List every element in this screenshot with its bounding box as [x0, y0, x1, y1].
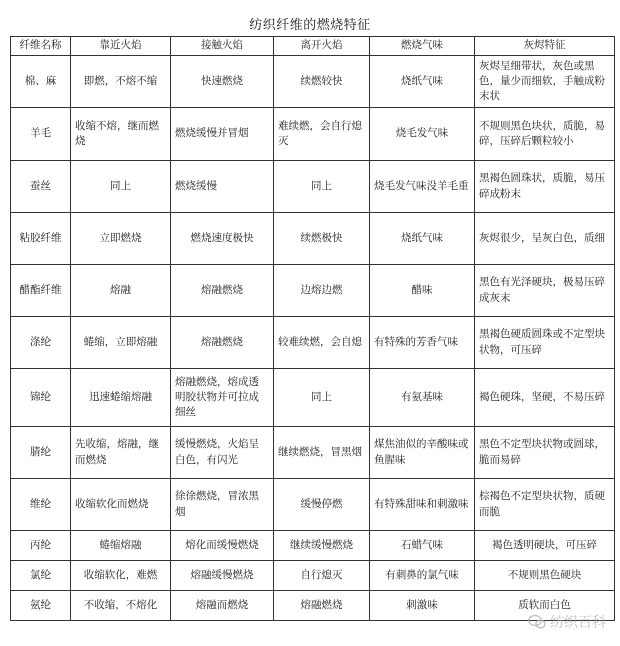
- table-row: [11, 161, 615, 213]
- ash-cell: 棕褐色不定型块状物，质硬而脆: [475, 479, 615, 531]
- leave-flame-cell: 同上: [274, 161, 370, 213]
- watermark-text: 纺织百科: [550, 615, 606, 631]
- near-flame-cell: 先收缩，熔融，继而燃烧: [71, 427, 171, 479]
- fiber-name-cell: 维纶: [11, 479, 71, 531]
- leave-flame-cell: 缓慢停燃: [274, 479, 370, 531]
- header-contact-flame: 接触火焰: [171, 37, 274, 56]
- header-burning-odor: 燃烧气味: [370, 37, 475, 56]
- fiber-burning-table: [10, 36, 615, 621]
- fiber-name-cell: 氯纶: [11, 561, 71, 591]
- table-row: [11, 265, 615, 317]
- header-fiber-name: 纤维名称: [11, 37, 71, 56]
- odor-cell: 有刺鼻的氯气味: [370, 561, 475, 591]
- near-flame-cell: 蜷缩熔融: [71, 531, 171, 561]
- table-row: [11, 561, 615, 591]
- fiber-name-cell: 粘胶纤维: [11, 213, 71, 265]
- near-flame-cell: 收缩不熔，继而燃烧: [71, 108, 171, 161]
- leave-flame-cell: 难续燃，会自行熄灭: [274, 108, 370, 161]
- contact-flame-cell: 徐徐燃烧，冒浓黑烟: [171, 479, 274, 531]
- odor-cell: 烧纸气味: [370, 56, 475, 108]
- leave-flame-cell: 继续燃烧，冒黑烟: [274, 427, 370, 479]
- ash-cell: 不规则黑色块状，质脆，易碎，压碎后颗粒较小: [475, 108, 615, 161]
- contact-flame-cell: 熔融燃烧: [171, 265, 274, 317]
- odor-cell: 烧毛发气味: [370, 108, 475, 161]
- contact-flame-cell: 熔融燃烧: [171, 317, 274, 369]
- odor-cell: 烧毛发气味没羊毛重: [370, 161, 475, 213]
- ash-cell: 褐色透明硬块，可压碎: [475, 531, 615, 561]
- ash-cell: 灰烬呈细带状，灰色或黑色，量少而细软，手触成粉末状: [475, 56, 615, 108]
- table-header-row: [11, 37, 615, 56]
- table-row: [11, 56, 615, 108]
- leave-flame-cell: 边熔边燃: [274, 265, 370, 317]
- fiber-name-cell: 蚕丝: [11, 161, 71, 213]
- contact-flame-cell: 缓慢燃烧，火焰呈白色，有闪光: [171, 427, 274, 479]
- table-row: [11, 213, 615, 265]
- odor-cell: 煤焦油似的辛酸味或鱼腥味: [370, 427, 475, 479]
- odor-cell: 刺激味: [370, 591, 475, 621]
- contact-flame-cell: 熔融燃烧，熔成透明胶状物并可拉成细丝: [171, 369, 274, 427]
- near-flame-cell: 收缩软化而燃烧: [71, 479, 171, 531]
- header-near-flame: 靠近火焰: [71, 37, 171, 56]
- fiber-name-cell: 氨纶: [11, 591, 71, 621]
- leave-flame-cell: 熔融燃烧: [274, 591, 370, 621]
- header-leave-flame: 离开火焰: [274, 37, 370, 56]
- contact-flame-cell: 燃烧缓慢: [171, 161, 274, 213]
- table-row: [11, 108, 615, 161]
- near-flame-cell: 熔融: [71, 265, 171, 317]
- odor-cell: 醋味: [370, 265, 475, 317]
- contact-flame-cell: 快速燃烧: [171, 56, 274, 108]
- odor-cell: 石蜡气味: [370, 531, 475, 561]
- leave-flame-cell: 自行熄灭: [274, 561, 370, 591]
- ash-cell: 不规则黑色硬块: [475, 561, 615, 591]
- ash-cell: 黑色不定型块状物或圆球，脆而易碎: [475, 427, 615, 479]
- table-row: [11, 531, 615, 561]
- ash-cell: 灰烬很少，呈灰白色，质细: [475, 213, 615, 265]
- table-row: [11, 369, 615, 427]
- fiber-name-cell: 涤纶: [11, 317, 71, 369]
- contact-flame-cell: 燃烧速度极快: [171, 213, 274, 265]
- near-flame-cell: 同上: [71, 161, 171, 213]
- near-flame-cell: 即燃，不熔不缩: [71, 56, 171, 108]
- leave-flame-cell: 续燃极快: [274, 213, 370, 265]
- near-flame-cell: 立即燃烧: [71, 213, 171, 265]
- table-row: [11, 591, 615, 621]
- odor-cell: 有特殊甜味和刺激味: [370, 479, 475, 531]
- odor-cell: 有特殊的芳香气味: [370, 317, 475, 369]
- near-flame-cell: 不收缩，不熔化: [71, 591, 171, 621]
- fiber-name-cell: 棉、麻: [11, 56, 71, 108]
- table-row: [11, 479, 615, 531]
- header-ash-feature: 灰烬特征: [475, 37, 615, 56]
- ash-cell: 黑褐色硬质圆珠或不定型块状物，可压碎: [475, 317, 615, 369]
- leave-flame-cell: 较难续燃，会自熄: [274, 317, 370, 369]
- contact-flame-cell: 燃烧缓慢并冒烟: [171, 108, 274, 161]
- odor-cell: 烧纸气味: [370, 213, 475, 265]
- near-flame-cell: 收缩软化，难燃: [71, 561, 171, 591]
- fiber-name-cell: 醋酯纤维: [11, 265, 71, 317]
- leave-flame-cell: 续燃较快: [274, 56, 370, 108]
- ash-cell: 黑色有光泽硬块，极易压碎成灰末: [475, 265, 615, 317]
- fiber-name-cell: 丙纶: [11, 531, 71, 561]
- contact-flame-cell: 熔化而缓慢燃烧: [171, 531, 274, 561]
- contact-flame-cell: 熔融而燃烧: [171, 591, 274, 621]
- odor-cell: 有氨基味: [370, 369, 475, 427]
- ash-cell: 质软而白色: [475, 591, 615, 621]
- fiber-name-cell: 锦纶: [11, 369, 71, 427]
- near-flame-cell: 蜷缩，立即熔融: [71, 317, 171, 369]
- near-flame-cell: 迅速蜷缩熔融: [71, 369, 171, 427]
- contact-flame-cell: 熔融缓慢燃烧: [171, 561, 274, 591]
- ash-cell: 黑褐色圆珠状，质脆，易压碎成粉末: [475, 161, 615, 213]
- ash-cell: 褐色硬珠，坚硬，不易压碎: [475, 369, 615, 427]
- table-row: [11, 317, 615, 369]
- table-row: [11, 427, 615, 479]
- leave-flame-cell: 同上: [274, 369, 370, 427]
- leave-flame-cell: 继续缓慢燃烧: [274, 531, 370, 561]
- page-title: 纺织纤维的燃烧特征: [249, 18, 371, 33]
- fiber-name-cell: 腈纶: [11, 427, 71, 479]
- fiber-name-cell: 羊毛: [11, 108, 71, 161]
